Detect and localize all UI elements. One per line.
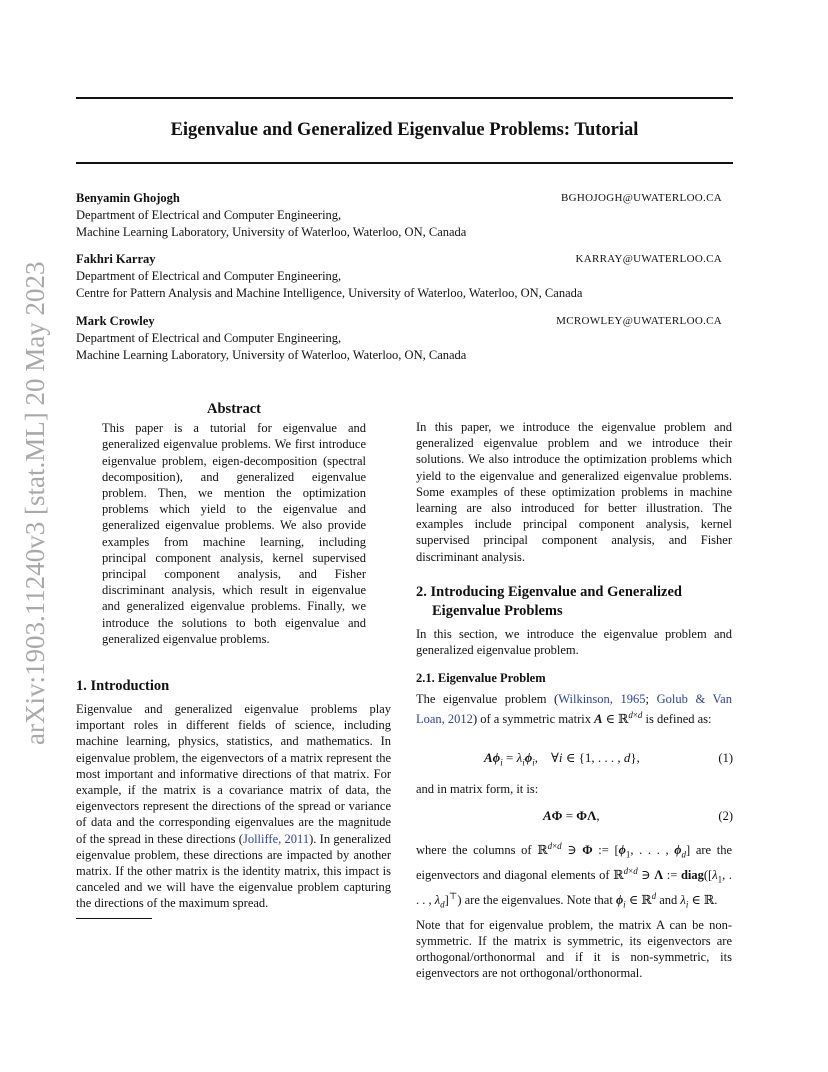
section-heading: 1. Introduction: [76, 678, 170, 694]
intro-text: ). In generalized eigenvalue problem, these directions are impacted by another matrix. If the other matrix is the identity matrix, this impact is canceled and we will have the eigenvalue problem capturing the directions of the maximum spread.: [76, 831, 391, 911]
text: Note that for eigenvalue problem, the matrix A can be non-symmetric. If the matrix is symmetric, its eigenvectors are orthogonal/orthonormal and if it is non-symmetric, its eigenvectors are not orthogonal/orthonormal.: [416, 917, 732, 981]
author-email: KARRAY@UWATERLOO.CA: [575, 253, 722, 265]
equation-number: (1): [718, 751, 733, 765]
section-heading-line: 2. Introducing Eigenvalue and Generalized: [416, 584, 682, 600]
paper-title: Eigenvalue and Generalized Eigenvalue Problems: Tutorial: [170, 120, 639, 140]
author-affiliation: Department of Electrical and Computer Engineering,: [76, 331, 342, 345]
text: The eigenvalue problem (: [416, 691, 559, 706]
paragraph: In this paper, we introduce the eigenvalue problem and generalized eigenvalue problem and we introduce their solutions. We also introduce the optimization problems which yield to the eigenvalue and generalized eigenvalue problems. Some examples of these optimization problems in machine learning are also introduced for better illustration. The examples include principal component analysis, kernel supervised principal component analysis, and Fisher discriminant analysis.: [416, 420, 732, 564]
author-name: Fakhri Karray: [76, 252, 156, 266]
equation-1: $A\phi_i = \lambda_i\phi_i$, ∀i ∈ {1, . . . , d},: [484, 750, 640, 768]
author-block-3: [76, 313, 722, 364]
author-name: Benyamin Ghojogh: [76, 191, 180, 205]
abstract-text: This paper is a tutorial for eigenvalue and generalized eigenvalue problems. We first introduce eigenvalue problem, eigen-decomposition (spectral decomposition), and generalized eigenvalue problem. Then, we mention the optimization problems which yield to the eigenvalue and generalized eigenvalue problems. We also provide examples from machine learning, including principal component analysis, kernel supervised principal component analysis, and Fisher discriminant analysis, which result in eigenvalue and generalized eigenvalue problems. Finally, we introduce the solutions to both eigenvalue and generalized eigenvalue problems.: [102, 421, 366, 646]
top-rule: [76, 97, 733, 99]
text: ;: [645, 691, 657, 706]
subsection-heading: 2.1. Eigenvalue Problem: [416, 671, 546, 686]
author-affiliation: Department of Electrical and Computer Engineering,: [76, 208, 342, 222]
citation-link[interactable]: Golub & Van Loan, 2012: [416, 691, 732, 726]
introduction-section: [76, 677, 391, 912]
author-affiliation: Machine Learning Laboratory, University of Waterloo, Waterloo, ON, Canada: [76, 225, 467, 239]
text: and in matrix form, it is:: [416, 782, 539, 796]
author-name: Mark Crowley: [76, 314, 155, 328]
author-block-1: [76, 190, 722, 241]
author-block-2: [76, 251, 722, 302]
citation-link[interactable]: Wilkinson, 1965: [558, 691, 646, 706]
text: is defined as:: [645, 711, 712, 726]
author-affiliation: Department of Electrical and Computer Engineering,: [76, 269, 342, 283]
text: where the columns of ℝ$^{d\times d}$ ∋ Φ := [$\phi_1$, . . . , $\phi_d$] are the eigenvectors and diagonal elements of ℝ$^{d\times d}$ ∋ Λ := $diag([\lambda_1$, . . . , $\lambda_d]^⊤$) are the eigenvalues. Note that $\phi_i$ ∈ ℝ$^d$ and $\lambda_i$ ∈ ℝ.: [416, 841, 733, 910]
intro-paragraph: [76, 701, 391, 912]
title-bottom-rule: [76, 162, 733, 164]
paragraph: The eigenvalue problem (Wilkinson, 1965; Golub & Van Loan, 2012) of a symmetric matrix A ∈ ℝ$^{d\times d}$ is defined as:: [416, 691, 732, 726]
paragraph: [416, 781, 732, 797]
author-email: MCROWLEY@UWATERLOO.CA: [556, 315, 722, 327]
citation-link[interactable]: Jolliffe, 2011: [242, 831, 310, 846]
intro-text: Eigenvalue and generalized eigenvalue problems play important roles in different fields of science, including machine learning, physics, statistics, and mathematics. In eigenvalue problem, the eigenvectors of a matrix represent the most important and informative directions of that matrix. For example, if the matrix is a covariance matrix of data, the eigenvectors represent the directions of the spread or variance of data and the corresponding eigenvalues are the magnitude of the spread in these directions (: [76, 702, 391, 846]
abstract-heading: Abstract: [207, 401, 261, 417]
equation-number: (2): [718, 809, 733, 823]
arxiv-stamp: [20, 240, 50, 750]
paragraph: [416, 838, 732, 981]
footnote-rule: [76, 918, 152, 919]
section-heading: [416, 583, 732, 621]
section-heading-line: Eigenvalue Problems: [432, 603, 563, 619]
author-affiliation: Centre for Pattern Analysis and Machine Intelligence, University of Waterloo, Waterloo, ON, Canada: [76, 286, 583, 300]
equation-2: AΦ = ΦΛ,: [543, 808, 600, 823]
paragraph: In this section, we introduce the eigenvalue problem and generalized eigenvalue problem.: [416, 627, 732, 658]
author-email: BGHOJOGH@UWATERLOO.CA: [561, 192, 722, 204]
author-affiliation: Machine Learning Laboratory, University of Waterloo, Waterloo, ON, Canada: [76, 348, 467, 362]
arxiv-stamp-text: arXiv:1903.11240v3 [stat.ML] 20 May 2023: [20, 261, 50, 745]
right-column-top: [416, 403, 732, 565]
section-2: [416, 583, 732, 727]
abstract: [102, 401, 366, 647]
text: ) of a symmetric matrix: [472, 711, 591, 726]
math-symbol: A: [594, 711, 603, 726]
